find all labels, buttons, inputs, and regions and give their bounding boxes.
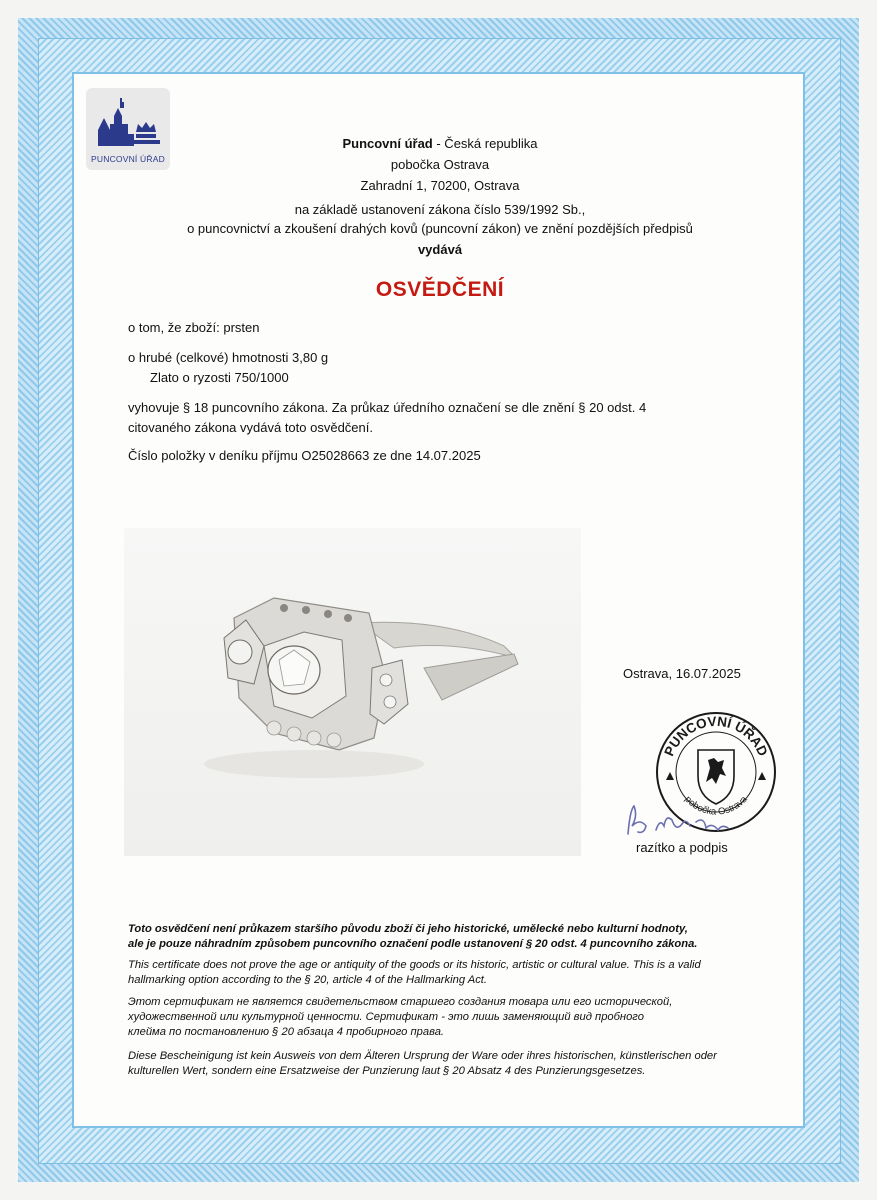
disclaimer-en-line-1: This certificate does not prove the age or antiquity of the goods or its historic, artistic or cultural value. This is a valid xyxy=(128,959,701,971)
disclaimer-de-line-1: Diese Bescheinigung ist kein Ausweis von dem Älteren Ursprung der Ware oder ihres historischen, künstlerischen oder xyxy=(128,1050,717,1062)
compliance-line-2: citovaného zákona vydává toto osvědčení. xyxy=(128,420,373,435)
issues-label: vydává xyxy=(417,242,463,257)
goods-line: o tom, že zboží: prsten xyxy=(128,320,260,335)
logo-label: PUNCOVNÍ ÚŘAD xyxy=(91,154,165,164)
weight-line: o hrubé (celkové) hmotnosti 3,80 g xyxy=(128,350,329,365)
law-reference: na základě ustanovení zákona číslo 539/1992 Sb., xyxy=(294,202,586,217)
stamp-bottom-text: pobočka Ostrava xyxy=(682,794,750,818)
entry-number-line: Číslo položky v deníku příjmu O25028663 ze dne 14.07.2025 xyxy=(128,448,481,463)
disclaimer-ru-line-2: художественной или культурной ценности. Сертификат - это лишь заменяющий вид пробного xyxy=(128,1011,644,1023)
stamp-top-text: PUNCOVNÍ ÚŘAD xyxy=(661,713,771,759)
disclaimer-en-line-2: hallmarking option according to the § 20, article 4 of the Hallmarking Act. xyxy=(128,974,488,986)
signature xyxy=(620,796,740,844)
disclaimer-cz-line-2: ale je pouze náhradním způsobem puncovního označení podle ustanovení § 20 odst. 4 puncovního zákona. xyxy=(128,938,698,950)
svg-text:PUNCOVNÍ ÚŘAD xyxy=(661,714,770,759)
office-name: Puncovní úřad - Česká republika xyxy=(342,136,538,151)
disclaimer-ru-line-1: Этот сертификат не является свидетельством старшего создания товара или его исторической, xyxy=(128,996,673,1008)
disclaimer-de-line-2: kulturellen Wert, sondern eine Ersatzweise der Punzierung laut § 20 Absatz 4 des Punzierungsgesetzes. xyxy=(128,1065,646,1077)
branch-name: pobočka Ostrava xyxy=(390,157,490,172)
office-address: Zahradní 1, 70200, Ostrava xyxy=(360,178,520,193)
law-description: o puncovnictví a zkoušení drahých kovů (puncovní zákon) ve znění pozdějších předpisů xyxy=(187,221,693,236)
disclaimer-ru-line-3: клейма по постановлению § 20 абзаца 4 пробирного права. xyxy=(128,1026,445,1038)
signature-label: razítko a podpis xyxy=(636,840,728,855)
disclaimer-cz-line-1: Toto osvědčení není průkazem staršího původu zboží či jeho historické, umělecké nebo kulturní hodnoty, xyxy=(128,923,688,935)
compliance-line-1: vyhovuje § 18 puncovního zákona. Za průkaz úředního označení se dle znění § 20 odst. 4 xyxy=(128,400,647,415)
ring-photo xyxy=(124,528,581,856)
place-date: Ostrava, 16.07.2025 xyxy=(623,666,741,681)
metal-line: Zlato o ryzosti 750/1000 xyxy=(150,370,289,385)
certificate-title: OSVĚDČENÍ xyxy=(375,278,505,301)
